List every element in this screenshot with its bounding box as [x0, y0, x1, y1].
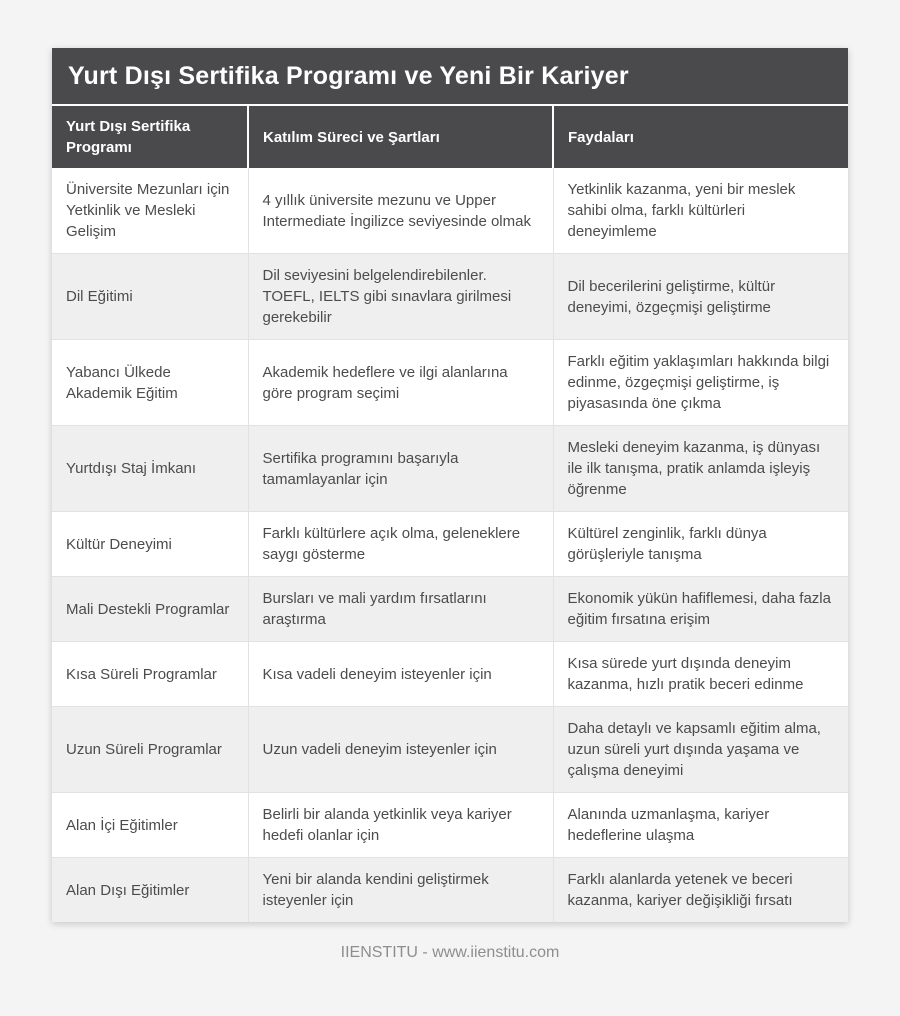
- cell-program: Yurtdışı Staj İmkanı: [52, 426, 248, 512]
- cell-program: Kısa Süreli Programlar: [52, 642, 248, 707]
- cell-benefits: Yetkinlik kazanma, yeni bir meslek sahibi olma, farklı kültürleri deneyimleme: [553, 168, 848, 254]
- column-header-requirements: Katılım Süreci ve Şartları: [248, 106, 553, 168]
- cell-requirements: Sertifika programını başarıyla tamamlayanlar için: [248, 426, 553, 512]
- cell-requirements: Akademik hedeflere ve ilgi alanlarına göre program seçimi: [248, 340, 553, 426]
- column-header-program: Yurt Dışı Sertifika Programı: [52, 106, 248, 168]
- cell-benefits: Daha detaylı ve kapsamlı eğitim alma, uzun süreli yurt dışında yaşama ve çalışma deneyimi: [553, 707, 848, 793]
- table-row: [52, 340, 848, 426]
- cell-requirements: 4 yıllık üniversite mezunu ve Upper Intermediate İngilizce seviyesinde olmak: [248, 168, 553, 254]
- cell-benefits: Alanında uzmanlaşma, kariyer hedeflerine ulaşma: [553, 793, 848, 858]
- table-row: [52, 512, 848, 577]
- cell-requirements: Yeni bir alanda kendini geliştirmek isteyenler için: [248, 858, 553, 923]
- table-row: [52, 642, 848, 707]
- cell-benefits: Kültürel zenginlik, farklı dünya görüşleriyle tanışma: [553, 512, 848, 577]
- cell-program: Mali Destekli Programlar: [52, 577, 248, 642]
- cell-requirements: Kısa vadeli deneyim isteyenler için: [248, 642, 553, 707]
- table-row: [52, 858, 848, 923]
- cell-requirements: Dil seviyesini belgelendirebilenler. TOEFL, IELTS gibi sınavlara girilmesi gerekebilir: [248, 254, 553, 340]
- cell-requirements: Uzun vadeli deneyim isteyenler için: [248, 707, 553, 793]
- table-row: [52, 426, 848, 512]
- cell-program: Yabancı Ülkede Akademik Eğitim: [52, 340, 248, 426]
- cell-benefits: Kısa sürede yurt dışında deneyim kazanma, hızlı pratik beceri edinme: [553, 642, 848, 707]
- cell-program: Uzun Süreli Programlar: [52, 707, 248, 793]
- cell-benefits: Farklı eğitim yaklaşımları hakkında bilgi edinme, özgeçmişi geliştirme, iş piyasasında öne çıkma: [553, 340, 848, 426]
- cell-program: Dil Eğitimi: [52, 254, 248, 340]
- certificate-program-card: [52, 48, 848, 922]
- cell-requirements: Belirli bir alanda yetkinlik veya kariyer hedefi olanlar için: [248, 793, 553, 858]
- cell-program: Alan Dışı Eğitimler: [52, 858, 248, 923]
- cell-benefits: Dil becerilerini geliştirme, kültür deneyimi, özgeçmişi geliştirme: [553, 254, 848, 340]
- table-row: [52, 577, 848, 642]
- programs-table: [52, 106, 848, 922]
- cell-requirements: Bursları ve mali yardım fırsatlarını araştırma: [248, 577, 553, 642]
- column-header-benefits: Faydaları: [553, 106, 848, 168]
- table-header-row: [52, 106, 848, 168]
- footer-credit: IIENSTITU - www.iienstitu.com: [340, 944, 560, 961]
- table-row: [52, 254, 848, 340]
- table-row: [52, 793, 848, 858]
- cell-program: Kültür Deneyimi: [52, 512, 248, 577]
- table-row: [52, 707, 848, 793]
- table-body: [52, 168, 848, 922]
- cell-program: Üniversite Mezunları için Yetkinlik ve Mesleki Gelişim: [52, 168, 248, 254]
- cell-benefits: Farklı alanlarda yetenek ve beceri kazanma, kariyer değişikliği fırsatı: [553, 858, 848, 923]
- cell-benefits: Ekonomik yükün hafiflemesi, daha fazla eğitim fırsatına erişim: [553, 577, 848, 642]
- page-title: Yurt Dışı Sertifika Programı ve Yeni Bir Kariyer: [52, 48, 848, 106]
- cell-requirements: Farklı kültürlere açık olma, geleneklere saygı gösterme: [248, 512, 553, 577]
- cell-benefits: Mesleki deneyim kazanma, iş dünyası ile ilk tanışma, pratik anlamda işleyiş öğrenme: [553, 426, 848, 512]
- table-row: [52, 168, 848, 254]
- cell-program: Alan İçi Eğitimler: [52, 793, 248, 858]
